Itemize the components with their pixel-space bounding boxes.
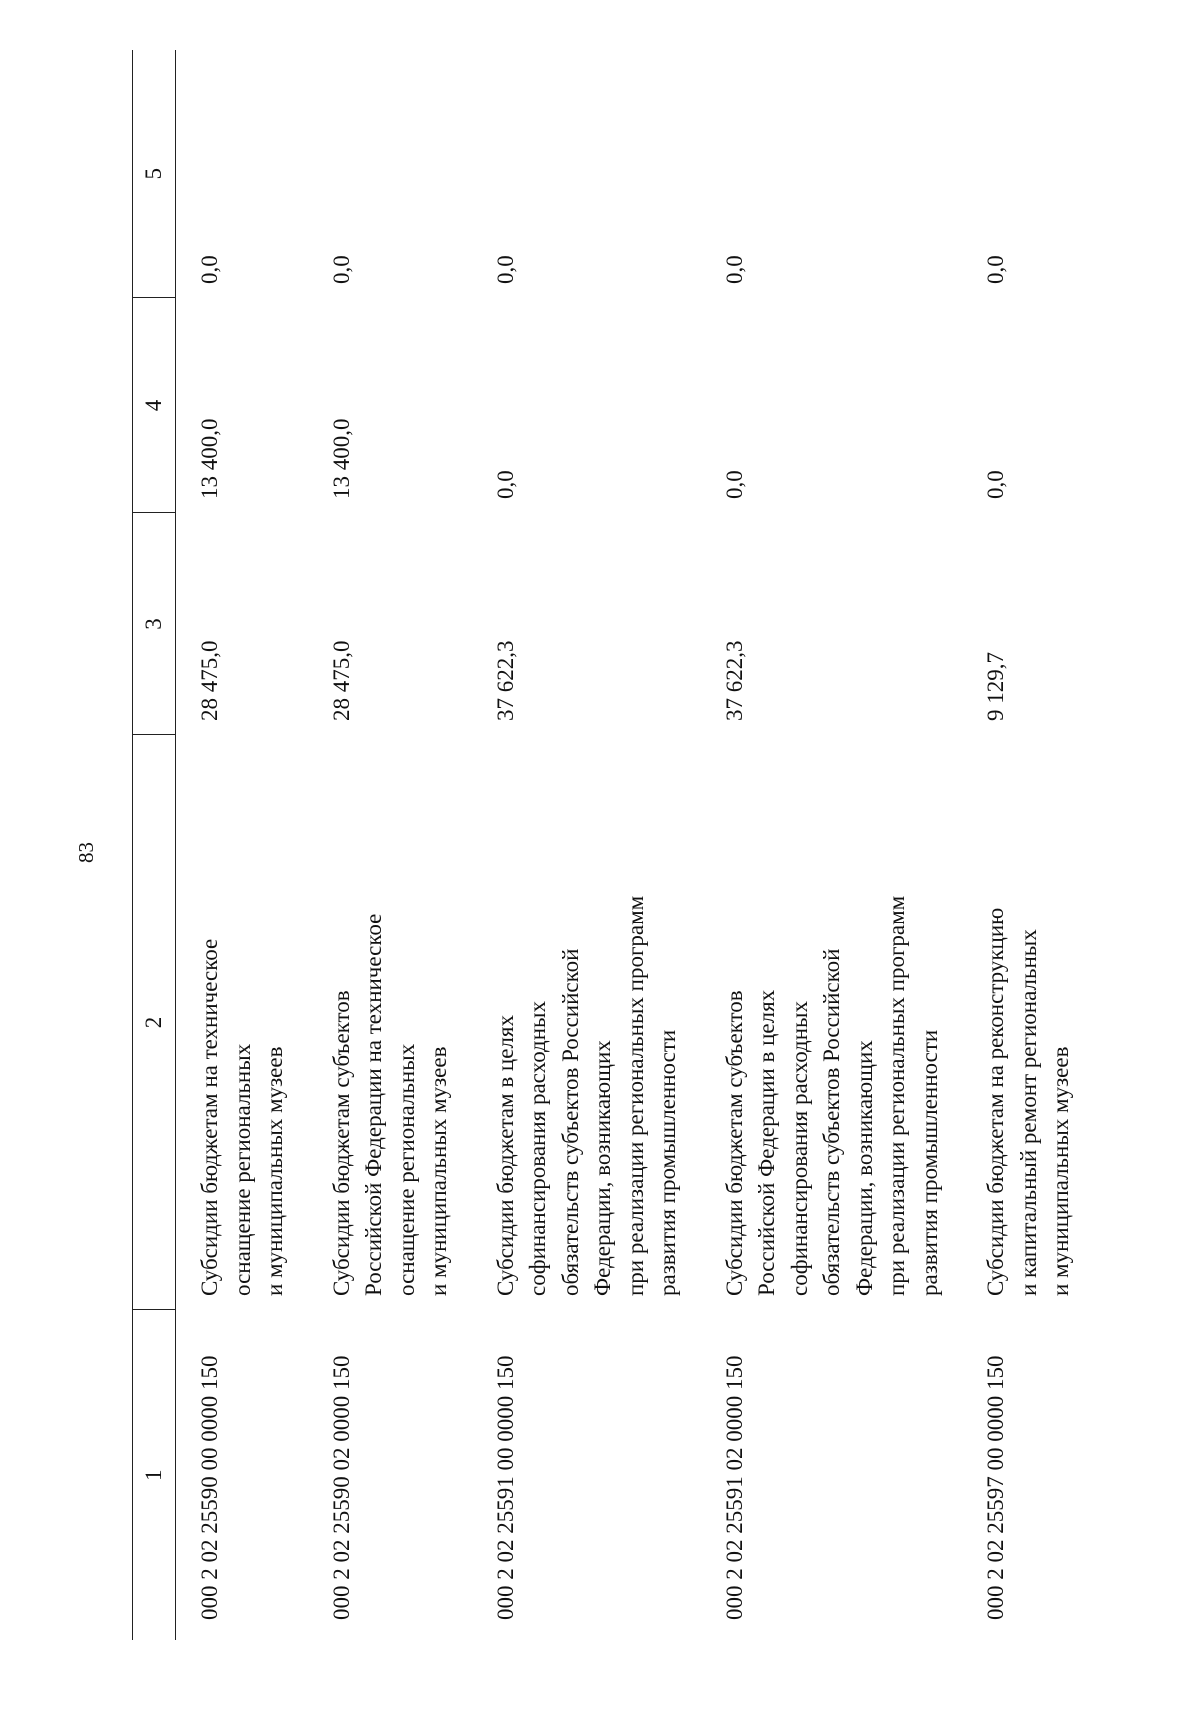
income-name-line: обязательств субъектов Российской (819, 948, 844, 1296)
amount-col5: 0,0 (328, 255, 354, 284)
amount-col5: 0,0 (492, 255, 518, 284)
income-name-line: софинансирования расходных (525, 1000, 550, 1296)
amount-col5: 0,0 (983, 255, 1008, 284)
classification-code: 000 2 02 25597 00 0000 150 (983, 1355, 1008, 1620)
income-name-line: софинансирования расходных (786, 1000, 812, 1296)
column-header-1: 1 (133, 1310, 176, 1640)
income-name-line: обязательств субъектов Российской (557, 948, 583, 1296)
table-row (701, 50, 963, 1640)
income-name-line: развития промышленности (655, 1029, 680, 1296)
table-row (308, 50, 472, 1640)
column-header-3: 3 (133, 513, 176, 735)
income-name-line: и муниципальных музеев (262, 1046, 287, 1296)
income-name (962, 735, 1094, 1310)
amount-col3: 9 129,7 (983, 652, 1008, 721)
classification-code: 000 2 02 25590 02 0000 150 (328, 1355, 354, 1620)
income-name-line: Субсидии бюджетам на реконструкцию (983, 907, 1008, 1296)
classification-code: 000 2 02 25590 00 0000 150 (197, 1355, 222, 1620)
income-name-line: Субсидии бюджетам в целях (492, 1015, 518, 1296)
column-header-2: 2 (133, 735, 176, 1310)
income-name-line: Российской Федерации на техническое (361, 913, 386, 1296)
amount-col4: 0,0 (492, 470, 518, 499)
classification-code: 000 2 02 25591 02 0000 150 (721, 1355, 747, 1620)
income-name-line: Субсидии бюджетам субъектов (721, 990, 747, 1296)
income-name-line: Федерации, возникающих (590, 1040, 615, 1296)
income-name-line: развития промышленности (916, 1029, 942, 1296)
income-name-line: при реализации региональных программ (884, 895, 909, 1296)
income-name-line: Российской Федерации в целях (754, 989, 779, 1296)
budget-table (132, 50, 1094, 1640)
income-name (701, 735, 963, 1310)
income-name-line: и муниципальных музеев (426, 1046, 451, 1296)
income-name (308, 735, 472, 1310)
amount-col3: 28 475,0 (197, 640, 222, 721)
income-name-line: и муниципальных музеев (1048, 1046, 1073, 1296)
amount-col4: 0,0 (983, 470, 1008, 499)
amount-col4: 13 400,0 (328, 418, 354, 499)
amount-col5: 0,0 (721, 255, 747, 284)
income-name-line: оснащение региональных (229, 1043, 255, 1296)
income-name-line: оснащение региональных (393, 1043, 419, 1296)
amount-col3: 37 622,3 (721, 640, 747, 721)
classification-code: 000 2 02 25591 00 0000 150 (492, 1355, 518, 1620)
amount-col4: 0,0 (721, 470, 747, 499)
table-row (176, 50, 308, 1640)
column-header-5: 5 (133, 50, 176, 298)
column-number-header-row (133, 50, 176, 1640)
page-number: 83 (74, 842, 98, 863)
income-name (472, 735, 701, 1310)
amount-col3: 37 622,3 (492, 640, 518, 721)
income-name-line: при реализации региональных программ (622, 895, 648, 1296)
amount-col4: 13 400,0 (197, 418, 222, 499)
income-name-line: и капитальный ремонт региональных (1015, 929, 1041, 1296)
table-row (962, 50, 1094, 1640)
income-name-line: Субсидии бюджетам субъектов (328, 990, 354, 1296)
income-name-line: Федерации, возникающих (851, 1040, 877, 1296)
income-name (176, 735, 308, 1310)
column-header-4: 4 (133, 298, 176, 513)
amount-col5: 0,0 (197, 255, 222, 284)
amount-col3: 28 475,0 (328, 640, 354, 721)
income-name-line: Субсидии бюджетам на техническое (197, 938, 222, 1296)
table-row (472, 50, 701, 1640)
